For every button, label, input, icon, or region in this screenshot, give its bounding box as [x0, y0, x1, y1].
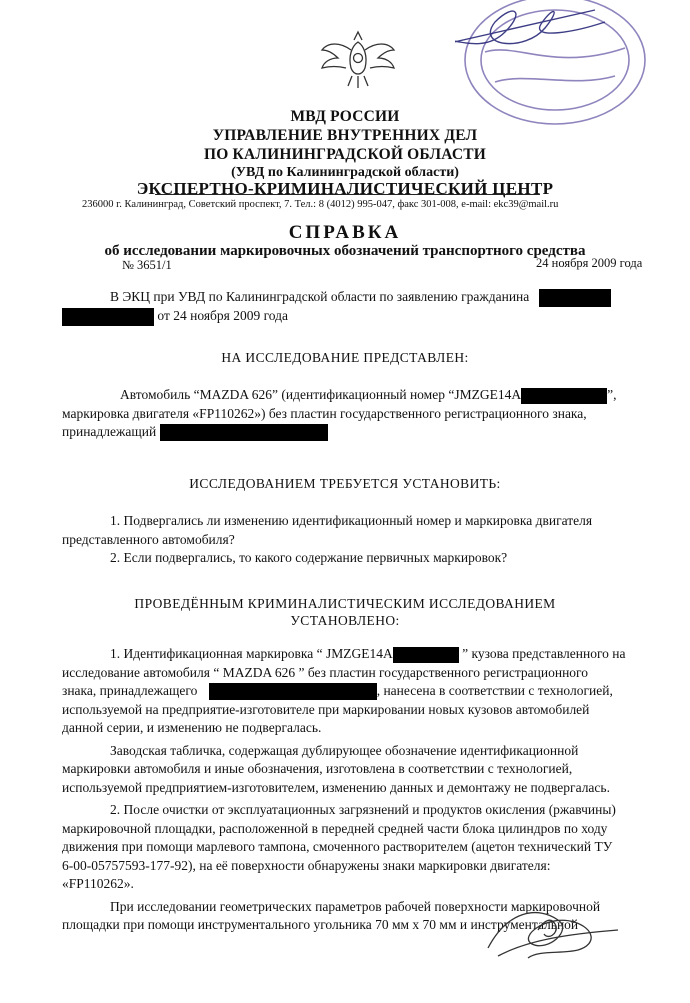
- finding-3-line-1: 2. После очистки от эксплуатационных загрязнений и продуктов окисления (ржавчины): [110, 802, 616, 817]
- header-line-region: ПО КАЛИНИНГРАДСКОЙ ОБЛАСТИ: [203, 146, 487, 163]
- finding-1-text: 1. Идентификационная маркировка “ JMZGE14A: [110, 646, 393, 661]
- question-1: 1. Подвергались ли изменению идентификационный номер и маркировка двигателя: [110, 513, 593, 528]
- engine-line: маркировка двигателя «FP110262») без пластин государственного регистрационного знака,: [62, 405, 587, 421]
- findings-body: [62, 645, 660, 935]
- document-subtitle: об исследовании маркировочных обозначений транспортного средства: [104, 243, 586, 259]
- intro-text-2: от 24 ноября 2009 года: [157, 307, 289, 323]
- section-heading-established-2: УСТАНОВЛЕНО:: [290, 613, 400, 628]
- document-date: 24 ноября 2009 года: [536, 256, 643, 270]
- header-center-name: ЭКСПЕРТНО-КРИМИНАЛИСТИЧЕСКИЙ ЦЕНТР: [136, 179, 554, 198]
- finding-1-text-b: ” кузова представленного на: [462, 646, 626, 661]
- finding-3-line-4: 6-00-05757593-177-92), на её поверхности обнаружены знаки маркировки двигателя:: [62, 857, 551, 873]
- finding-2-line-1: Заводская табличка, содержащая дублирующее обозначение идентификационной: [110, 742, 579, 758]
- finding-1-line-3-end: , нанесена в соответствии с технологией,: [376, 683, 613, 698]
- section-presented-body: [62, 386, 660, 442]
- finding-1-line-4: используемой на предприятие-изготовителе при маркировании новых кузовов автомобилей: [62, 701, 590, 717]
- section-heading-presented: НА ИССЛЕДОВАНИЕ ПРЕДСТАВЛЕН:: [221, 350, 469, 365]
- finding-4-line-1: При исследовании геометрических параметров рабочей поверхности маркировочной: [110, 898, 601, 914]
- eagle-emblem-icon: [318, 28, 398, 90]
- redaction-block: [393, 647, 459, 663]
- redaction-block: [62, 308, 154, 326]
- header-line-abbrev: (УВД по Калининградской области): [231, 165, 459, 180]
- car-line-end: ”,: [607, 387, 617, 402]
- handwritten-signature: [478, 900, 628, 970]
- redaction-block: [209, 683, 377, 700]
- header-line-mvd: МВД РОССИИ: [290, 108, 400, 125]
- car-line: Автомобиль “MAZDA 626” (идентификационный номер “JMZGE14A: [120, 387, 522, 402]
- redaction-block: [539, 289, 611, 307]
- section-heading-established: ПРОВЕДЁННЫМ КРИМИНАЛИСТИЧЕСКИМ ИССЛЕДОВАНИЕМ: [134, 596, 556, 611]
- question-2: 2. Если подвергались, то какого содержание первичных маркировок?: [110, 550, 508, 565]
- header-line-uvd: УПРАВЛЕНИЕ ВНУТРЕННИХ ДЕЛ: [212, 127, 478, 144]
- finding-2-line-3: используемой предприятием-изготовителем, изменению данных и демонтажу не подвергалась.: [62, 779, 610, 795]
- question-1-cont: представленного автомобиля?: [62, 531, 235, 547]
- redaction-block: [160, 424, 328, 441]
- finding-2-line-2: маркировки автомобиля и иные обозначения, изготовлена в соответствии с технологией,: [62, 761, 573, 776]
- redaction-block: [521, 388, 607, 404]
- finding-3-line-2: маркировочной площадки, расположенной в передней средней части блока цилиндров по ходу: [62, 820, 608, 836]
- header-address: 236000 г. Калининград, Советский проспект, 7. Тел.: 8 (4012) 995-047, факс 301-008, e-mail: ekc39@mail.ru: [82, 199, 559, 210]
- intro-paragraph: [62, 288, 660, 326]
- header-divider: [155, 194, 540, 195]
- document-title: СПРАВКА: [288, 222, 402, 243]
- finding-3-line-3: движения при помощи марлевого тампона, смоченного растворителем (ацетон технический ТУ: [62, 839, 613, 854]
- finding-3-line-5: «FP110262».: [62, 876, 134, 891]
- document-number: № 3651/1: [122, 258, 172, 272]
- section-required-body: [62, 512, 660, 568]
- owner-label: принадлежащий: [62, 424, 157, 439]
- finding-1-line-5: данной серии, и изменению не подвергалась.: [62, 720, 322, 735]
- intro-text-1: В ЭКЦ при УВД по Калининградской области по заявлению гражданина: [110, 289, 530, 304]
- finding-4-line-2: площадки при помощи инструментального угольника 70 мм х 70 мм и инструментальной: [62, 917, 579, 932]
- finding-1-line-2: исследование автомобиля “ MAZDA 626 ” без пластин государственного регистрационного: [62, 664, 589, 680]
- section-heading-required: ИССЛЕДОВАНИЕМ ТРЕБУЕТСЯ УСТАНОВИТЬ:: [189, 476, 501, 491]
- finding-1-owner: знака, принадлежащего: [62, 683, 198, 698]
